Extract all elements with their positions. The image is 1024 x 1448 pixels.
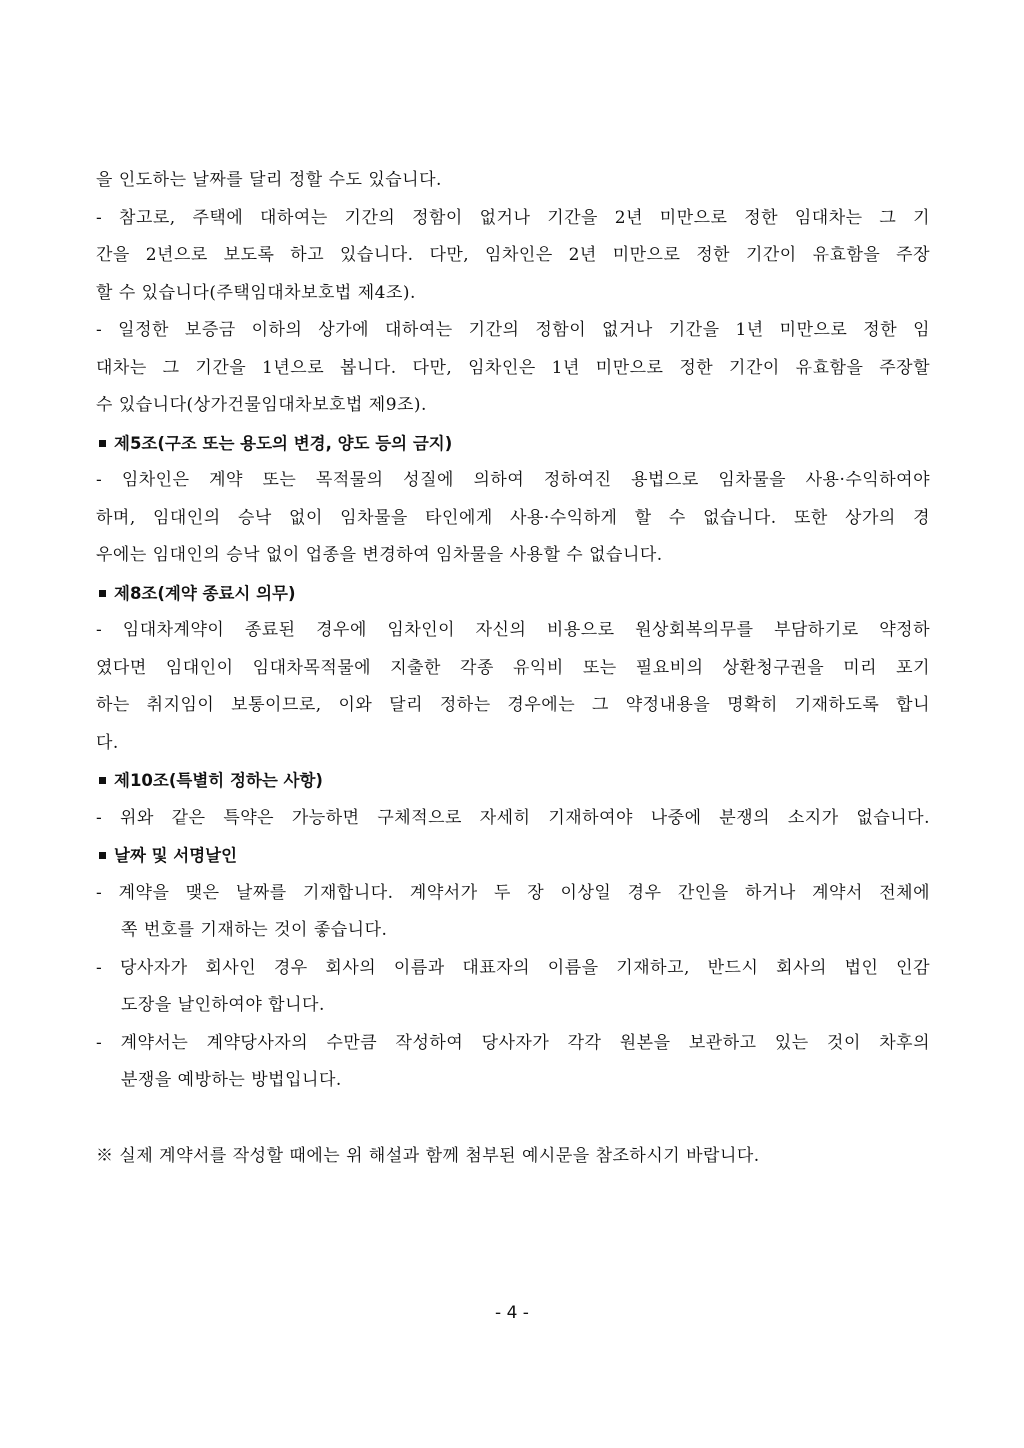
- black-square-icon: [99, 852, 106, 859]
- text-line: 하는 취지임이 보통이므로, 이와 달리 정하는 경우에는 그 약정내용을 명확히 기재하도록 합니: [96, 695, 930, 715]
- section-heading-text: 날짜 및 서명날인: [114, 846, 238, 865]
- section-article-10: [96, 762, 930, 837]
- footer-note: ※ 실제 계약서를 작성할 때에는 위 해설과 함께 첨부된 예시문을 참조하시기 바랍니다.: [96, 1145, 760, 1166]
- section-heading: [96, 575, 930, 613]
- document-body: [96, 162, 930, 1175]
- black-square-icon: [99, 440, 106, 447]
- text-line: 간을 2년으로 보도록 하고 있습니다. 다만, 임차인은 2년 미만으로 정한 기간이 유효함을 주장: [96, 245, 930, 265]
- text-line: 수 있습니다(상가건물임대차보호법 제9조).: [96, 395, 427, 415]
- list-item-line: 쪽 번호를 기재하는 것이 좋습니다.: [121, 920, 388, 940]
- page-number: - 4 -: [495, 1303, 529, 1323]
- list-item-line: 분쟁을 예방하는 방법입니다.: [121, 1070, 342, 1090]
- black-square-icon: [99, 590, 106, 597]
- text-line: 우에는 임대인의 승낙 없이 업종을 변경하여 임차물을 사용할 수 없습니다.: [96, 545, 663, 565]
- section-signature: [96, 837, 930, 1100]
- list-item-line: - 계약서는 계약당사자의 수만큼 작성하여 당사자가 각각 원본을 보관하고 있는 것이 차후의: [96, 1032, 930, 1053]
- section-heading-text: 제5조(구조 또는 용도의 변경, 양도 등의 금지): [114, 433, 453, 453]
- intro-text: 을 인도하는 날짜를 달리 정할 수도 있습니다.: [96, 170, 442, 190]
- note-residential: [96, 200, 930, 313]
- list-item-line: - 당사자가 회사인 경우 회사의 이름과 대표자의 이름을 기재하고, 반드시 회사의 법인 인감: [96, 957, 930, 978]
- black-square-icon: [99, 777, 106, 784]
- text-line: - 위와 같은 특약은 가능하면 구체적으로 자세히 기재하여야 나중에 분쟁의 소지가 없습니다.: [96, 807, 930, 828]
- text-line: 하며, 임대인의 승낙 없이 임차물을 타인에게 사용·수익하게 할 수 없습니다. 또한 상가의 경: [96, 507, 930, 528]
- text-line: - 임차인은 계약 또는 목적물의 성질에 의하여 정하여진 용법으로 임차물을 사용·수익하여야: [96, 470, 930, 490]
- note-commercial: [96, 312, 930, 425]
- text-line: 할 수 있습니다(주택임대차보호법 제4조).: [96, 282, 416, 303]
- section-heading: [96, 837, 930, 875]
- list-item-line: - 계약을 맺은 날짜를 기재합니다. 계약서가 두 장 이상일 경우 간인을 하거나 계약서 전체에: [96, 882, 930, 903]
- section-heading: [96, 762, 930, 800]
- section-heading-text: 제10조(특별히 정하는 사항): [114, 771, 323, 790]
- text-line: 였다면 임대인이 임대차목적물에 지출한 각종 유익비 또는 필요비의 상환청구권을 미리 포기: [96, 657, 930, 678]
- list-item-line: 도장을 날인하여야 합니다.: [121, 995, 325, 1015]
- text-line: 다.: [96, 732, 119, 753]
- section-article-8: [96, 575, 930, 763]
- text-line: - 임대차계약이 종료된 경우에 임차인이 자신의 비용으로 원상회복의무를 부담하기로 약정하: [96, 620, 930, 640]
- text-line: - 일정한 보증금 이하의 상가에 대하여는 기간의 정함이 없거나 기간을 1년 미만으로 정한 임: [96, 320, 930, 340]
- section-heading-text: 제8조(계약 종료시 의무): [114, 583, 296, 603]
- text-line: - 참고로, 주택에 대하여는 기간의 정함이 없거나 기간을 2년 미만으로 정한 임대차는 그 기: [96, 207, 930, 228]
- section-heading: [96, 425, 930, 463]
- text-line: 대차는 그 기간을 1년으로 봅니다. 다만, 임차인은 1년 미만으로 정한 기간이 유효함을 주장할: [96, 357, 930, 378]
- spacer: [96, 1100, 930, 1138]
- section-article-5: [96, 425, 930, 575]
